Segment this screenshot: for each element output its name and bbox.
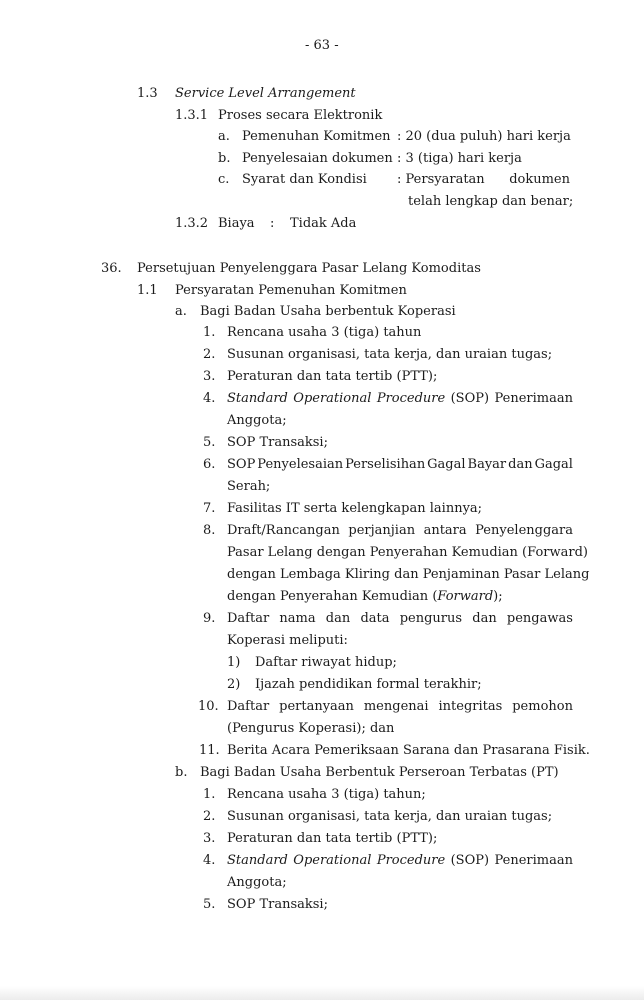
sla-value-continuation: telah lengkap dan benar;	[408, 194, 574, 209]
subitem-text: Ijazah pendidikan formal terakhir;	[255, 677, 482, 692]
word: dokumen	[509, 172, 570, 187]
word: Gagal	[534, 457, 573, 472]
item-number: 10.	[198, 699, 219, 714]
word: Operational	[293, 391, 372, 406]
word: antara	[423, 523, 467, 538]
item-text: Susunan organisasi, tata kerja, dan uraian tugas;	[227, 347, 553, 362]
item-number: 4.	[203, 853, 216, 868]
word: Penyelesaian	[257, 457, 344, 472]
item-text	[227, 853, 573, 869]
item-number: 3.	[203, 831, 216, 846]
item-number: 7.	[203, 501, 216, 516]
item-text-continuation: (Pengurus Koperasi); dan	[227, 721, 395, 736]
word: Procedure	[376, 853, 446, 868]
subitem-text: Daftar riwayat hidup;	[255, 655, 397, 670]
subsection-number: 1.3.2	[175, 216, 209, 231]
word: Penerimaan	[494, 853, 573, 868]
group-title: Bagi Badan Usaha Berbentuk Perseroan Terbatas (PT)	[200, 765, 559, 780]
sla-label: Syarat dan Kondisi	[242, 172, 367, 187]
word: (SOP)	[450, 391, 490, 406]
subitem-number: 1)	[227, 655, 241, 670]
section-title: Persetujuan Penyelenggara Pasar Lelang Komoditas	[137, 261, 481, 276]
sla-value: : 3 (tiga) hari kerja	[397, 151, 522, 166]
word: perjanjian	[348, 523, 416, 538]
item-number: 6.	[203, 457, 216, 472]
item-text: Berita Acara Pemeriksaan Sarana dan Prasarana Fisik.	[227, 743, 590, 758]
word: Penerimaan	[494, 391, 573, 406]
item-number: 9.	[203, 611, 216, 626]
subitem-number: 2)	[227, 677, 241, 692]
section-title: Service Level Arrangement	[175, 86, 356, 101]
list-letter: a.	[175, 304, 187, 319]
item-number: 1.	[203, 325, 216, 340]
item-text: SOP Transaksi;	[227, 435, 328, 450]
subsection-number: 1.3.1	[175, 108, 209, 123]
item-number: 8.	[203, 523, 216, 538]
sla-value: : 20 (dua puluh) hari kerja	[397, 129, 571, 144]
item-text-continuation: Pasar Lelang dengan Penyerahan Kemudian (Forward)	[227, 545, 588, 560]
sla-value	[397, 172, 570, 188]
item-text-continuation: Anggota;	[227, 413, 287, 428]
biaya-colon: :	[270, 216, 275, 231]
item-text: Fasilitas IT serta kelengkapan lainnya;	[227, 501, 483, 516]
word: pengurus	[399, 611, 463, 626]
list-letter: a.	[218, 129, 230, 144]
word: Standard	[227, 853, 288, 868]
word: nama	[279, 611, 316, 626]
sla-label: Pemenuhan Komitmen	[242, 129, 391, 144]
item-text-continuation: Koperasi meliputi:	[227, 633, 348, 648]
word: mengenai	[363, 699, 429, 714]
item-number: 3.	[203, 369, 216, 384]
word: dan	[472, 611, 497, 626]
scan-edge	[0, 986, 644, 1000]
biaya-label: Biaya	[218, 216, 255, 231]
word: pemohon	[512, 699, 573, 714]
subsection-title: Persyaratan Pemenuhan Komitmen	[175, 283, 407, 298]
word: data	[360, 611, 390, 626]
word: pertanyaan	[279, 699, 354, 714]
word: Daftar	[227, 699, 270, 714]
list-letter: b.	[175, 765, 188, 780]
word: Penyelenggara	[475, 523, 573, 538]
word: SOP	[227, 457, 256, 472]
word: Daftar	[227, 611, 270, 626]
item-text	[227, 523, 573, 539]
word: pengawas	[506, 611, 573, 626]
item-number: 11.	[199, 743, 220, 758]
item-text: SOP Transaksi;	[227, 897, 328, 912]
item-text	[227, 391, 573, 407]
word: Operational	[293, 853, 372, 868]
item-text-continuation: Serah;	[227, 479, 271, 494]
item-number: 2.	[203, 809, 216, 824]
item-number: 1.	[203, 787, 216, 802]
word: Bayar	[467, 457, 507, 472]
item-text: Peraturan dan tata tertib (PTT);	[227, 831, 438, 846]
item-text	[227, 457, 573, 473]
item-text	[227, 699, 573, 715]
item-number: 2.	[203, 347, 216, 362]
item-text: Rencana usaha 3 (tiga) tahun;	[227, 787, 426, 802]
item-text: Rencana usaha 3 (tiga) tahun	[227, 325, 422, 340]
biaya-value: Tidak Ada	[290, 216, 357, 231]
text-part: );	[493, 589, 503, 604]
word: : Persyaratan	[397, 172, 485, 187]
word: Standard	[227, 391, 288, 406]
list-letter: c.	[218, 172, 230, 187]
word: dan	[508, 457, 533, 472]
word: (SOP)	[450, 853, 490, 868]
word: Perselisihan	[345, 457, 426, 472]
sla-label: Penyelesaian dokumen	[242, 151, 393, 166]
section-number: 36.	[101, 261, 122, 276]
item-text	[227, 611, 573, 627]
group-title: Bagi Badan Usaha berbentuk Koperasi	[200, 304, 456, 319]
page-number: - 63 -	[305, 38, 339, 53]
word: Gagal	[427, 457, 466, 472]
subsection-title: Proses secara Elektronik	[218, 108, 383, 123]
item-text-continuation: Anggota;	[227, 875, 287, 890]
subsection-number: 1.1	[137, 283, 158, 298]
word: Procedure	[376, 391, 446, 406]
list-letter: b.	[218, 151, 231, 166]
text-part: dengan Penyerahan Kemudian (	[227, 589, 438, 604]
text-part: Forward	[437, 589, 494, 604]
item-number: 5.	[203, 897, 216, 912]
item-text: Peraturan dan tata tertib (PTT);	[227, 369, 438, 384]
word: dan	[325, 611, 351, 626]
section-number: 1.3	[137, 86, 158, 101]
word: integritas	[438, 699, 503, 714]
word: Draft/Rancangan	[227, 523, 340, 538]
item-text-continuation	[227, 589, 503, 605]
item-number: 5.	[203, 435, 216, 450]
item-text-continuation: dengan Lembaga Kliring dan Penjaminan Pasar Lelang	[227, 567, 590, 582]
item-number: 4.	[203, 391, 216, 406]
item-text: Susunan organisasi, tata kerja, dan uraian tugas;	[227, 809, 553, 824]
